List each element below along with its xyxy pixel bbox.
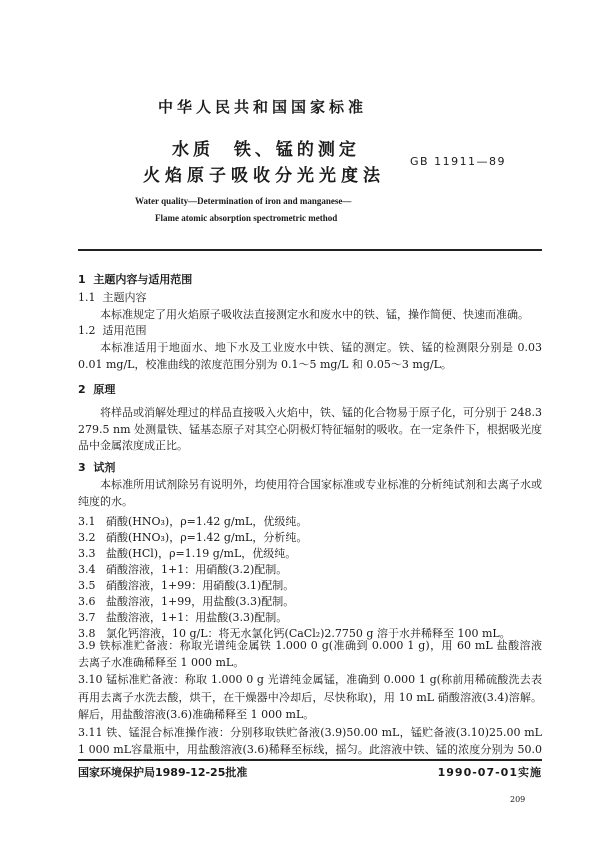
document-title-line1: 水质 铁、锰的测定 — [172, 140, 360, 160]
section-1-1-text: 本标准规定了用火焰原子吸收法直接测定水和废水中的铁、锰，操作简便、快速而准确。 — [100, 308, 529, 321]
reagent-3-9-cont: 去离子水准确稀释至 1 000 mL。 — [78, 656, 245, 669]
english-title-line1: Water quality—Determination of iron and manganese— — [135, 196, 352, 206]
section-2-heading: 2 原理 — [78, 383, 116, 396]
reagent-item: 3.5 硝酸溶液，1+99：用硝酸(3.1)配制。 — [78, 579, 295, 592]
english-title-line2: Flame atomic absorption spectrometric method — [155, 213, 338, 223]
section-1-2-text-cont: 0.01 mg/L，校准曲线的浓度范围分别为 0.1～5 mg/L 和 0.05～3 mg/L。 — [78, 358, 452, 371]
reagent-item: 3.7 盐酸溶液，1+1：用盐酸(3.3)配制。 — [78, 611, 288, 624]
reagent-3-11-cont: 1 000 mL容量瓶中，用盐酸溶液(3.6)稀释至标线，摇匀。此溶液中铁、锰的浓度分别为 50.0 — [78, 743, 542, 756]
footer-divider — [78, 759, 542, 761]
effective-date: 1990-07-01实施 — [437, 766, 542, 779]
reagent-item: 3.1 硝酸(HNO₃)，ρ=1.42 g/mL，优级纯。 — [78, 515, 308, 528]
document-title-line2: 火焰原子吸收分光光度法 — [143, 166, 385, 186]
reagent-item: 3.2 硝酸(HNO₃)，ρ=1.42 g/mL，分析纯。 — [78, 531, 308, 544]
reagent-3-9: 3.9 铁标准贮备液：称取光谱纯金属铁 1.000 0 g(准确到 0.000 1 g)，用 60 mL 盐酸溶液 — [78, 639, 542, 652]
section-3-text-cont: 纯度的水。 — [78, 495, 133, 508]
reagent-item: 3.8 氯化钙溶液，10 g/L：将无水氯化钙(CaCl₂)2.7750 g 溶于水并稀释至 100 mL。 — [78, 627, 511, 640]
section-1-heading: 1 主题内容与适用范围 — [78, 273, 193, 286]
section-1-1-heading: 1.1 主题内容 — [78, 291, 147, 304]
section-2-text-end: 品中金属浓度成正比。 — [78, 439, 188, 452]
section-2-text: 将样品或消解处理过的样品直接吸入火焰中，铁、锰的化合物易于原子化，可分别于 248.3 — [100, 406, 542, 419]
reagent-3-10-end: 解后，用盐酸溶液(3.6)准确稀释至 1 000 mL。 — [78, 708, 315, 721]
section-3-heading: 3 试剂 — [78, 461, 116, 474]
reagent-item: 3.3 盐酸(HCl)，ρ=1.19 g/mL，优级纯。 — [78, 547, 297, 560]
issuer-heading: 中华人民共和国国家标准 — [158, 98, 368, 116]
standard-number: GB 11911—89 — [410, 155, 507, 168]
section-3-text: 本标准所用试剂除另有说明外，均使用符合国家标准或专业标准的分析纯试剂和去离子水或 — [100, 478, 542, 491]
reagent-3-10: 3.10 锰标准贮备液：称取 1.000 0 g 光谱纯金属锰，准确到 0.000 1 g(称前用稀硫酸洗去表 — [78, 673, 542, 686]
reagent-3-11: 3.11 铁、锰混合标准操作液：分别移取铁贮备液(3.9)50.00 mL，锰贮备液(3.10)25.00 mL — [78, 726, 542, 739]
reagent-item: 3.6 盐酸溶液，1+99，用盐酸(3.3)配制。 — [78, 595, 295, 608]
reagent-item: 3.4 硝酸溶液，1+1：用硝酸(3.2)配制。 — [78, 563, 288, 576]
approval-date: 国家环境保护局1989-12-25批准 — [78, 766, 248, 779]
section-1-2-text: 本标准适用于地面水、地下水及工业废水中铁、锰的测定。铁、锰的检测限分别是 0.03 — [100, 341, 542, 354]
section-2-text-cont: 279.5 nm 处测量铁、锰基态原子对其空心阴极灯特征辐射的吸收。在一定条件下，根据吸光度 — [78, 423, 542, 436]
reagent-3-10-cont: 再用去离子水洗去酸，烘干，在干燥器中冷却后，尽快称取)，用 10 mL 硝酸溶液(3.4)溶解。 — [78, 691, 542, 704]
section-1-2-heading: 1.2 适用范围 — [78, 324, 147, 337]
page-number: 209 — [510, 795, 526, 804]
header-divider — [78, 249, 542, 251]
